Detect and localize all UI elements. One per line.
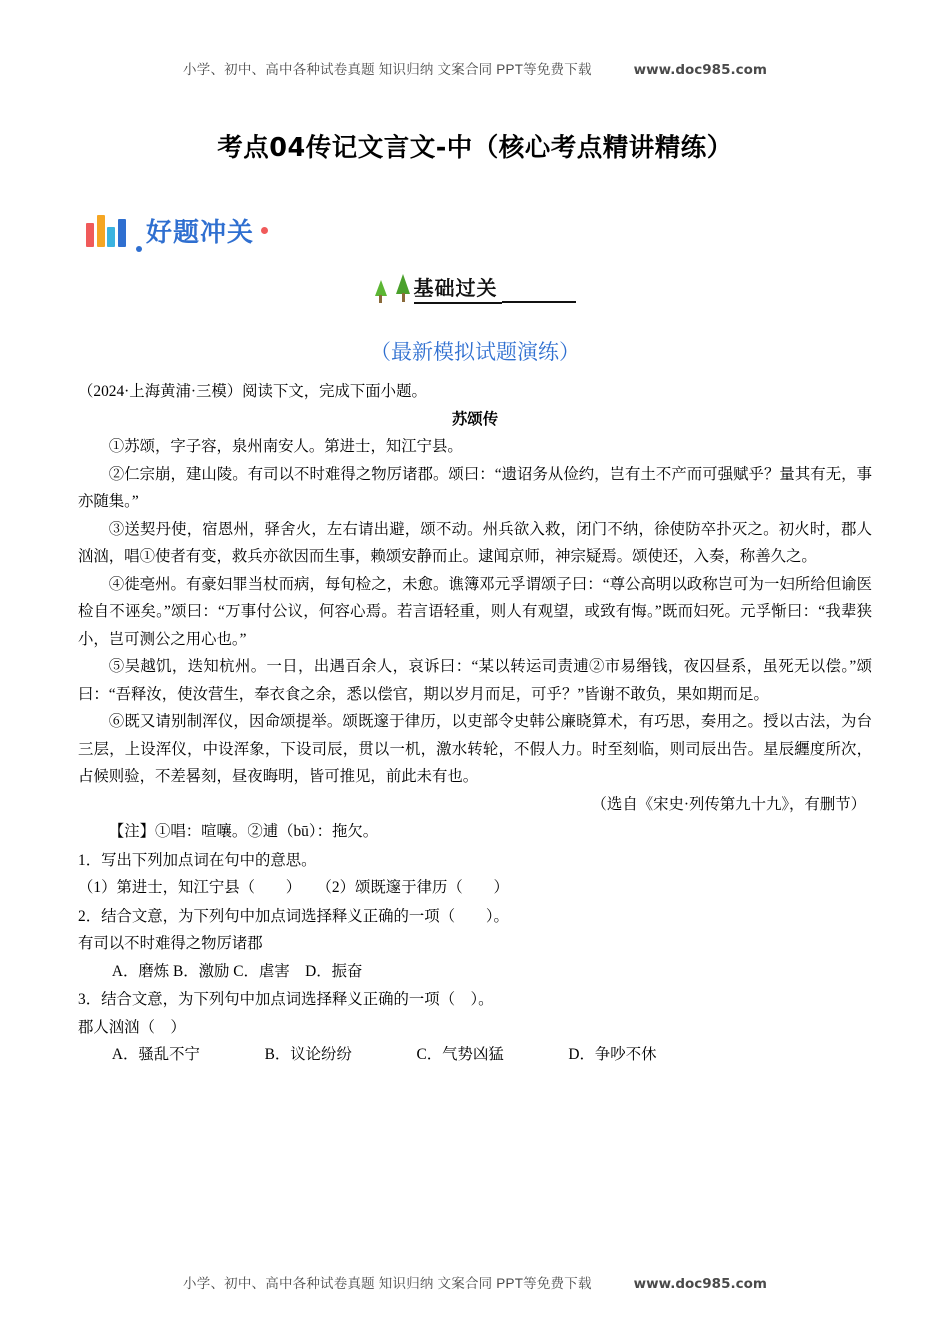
passage-paragraph: ①苏颂，字子容，泉州南安人。第进士，知江宁县。 (108, 438, 463, 455)
passage-paragraph: ④徙亳州。有豪妇罪当杖而病，每旬检之，未愈。谯簿邓元孚谓颂子曰：“尊公高明以政称岂可为一妇所给但谕医检自不诬矣。”颂曰：“万事付公议，何容心焉。若言语轻重，则人有观望，或致有悔。”既而妇死。元孚惭曰：“我辈狭小，岂可测公之用心也。” (78, 575, 872, 648)
document-body (78, 378, 872, 1069)
banner-underline (502, 301, 576, 303)
question-2-text: 结合文意，为下列句中加点词选择释义正确的一项（ ）。 (101, 907, 509, 925)
question-3-stem (78, 986, 872, 1014)
question-3-option-a: A．骚乱不宁 (111, 1046, 200, 1063)
watermark-site-url: www.doc985.com (633, 1276, 767, 1292)
question-1-text: 写出下列加点词在句中的意思。 (101, 851, 317, 869)
passage-paragraph: ③送契丹使，宿恩州，驿舍火，左右请出避，颂不动。州兵欲入救，闭门不纳，徐使防卒扑灭之。初火时，郡人汹汹，唱①使者有变，救兵亦欲因而生事，赖颂安静而止。逮闻京师，神宗疑焉。颂使还，入奏，称善久之。 (78, 520, 872, 565)
passage-notes: 【注】①唱：喧嚷。②逋（bū）：拖欠。 (108, 823, 379, 840)
tree-icon (375, 280, 387, 304)
passage-paragraph: ⑤吴越饥，迭知杭州。一日，出遇百余人，哀诉曰：“某以转运司责逋②市易缗钱，夜囚昼系，虽死无以偿。”颂曰：“吾释汝，使汝营生，奉衣食之余，悉以偿官，期以岁月而足，可乎？”皆谢不敢负，果如期而足。 (78, 658, 872, 703)
section-banner (0, 272, 950, 304)
passage-source-ref: （选自《宋史·列传第九十九》，有删节） (591, 795, 866, 813)
section-subtitle: （最新模拟试题演练） (370, 340, 580, 364)
watermark-left-text: 小学、初中、高中各种试卷真题 知识归纳 文案合同 PPT等免费下载 (183, 62, 592, 77)
question-3-text: 结合文意，为下列句中加点词选择释义正确的一项（ ）。 (101, 991, 494, 1008)
question-3-option-d: D．争吵不休 (568, 1046, 657, 1063)
article-title: 苏颂传 (451, 410, 499, 428)
header-watermark (0, 58, 950, 78)
question-2-quote: 有司以不时难得之物厉诸郡 (78, 935, 263, 952)
tree-icon (396, 274, 411, 304)
logo-dot-icon (136, 246, 142, 252)
question-1-number: 1． (78, 851, 102, 869)
question-1-stem (78, 847, 872, 875)
question-3-option-c: C．气势凶猛 (416, 1046, 504, 1063)
question-3-options (78, 1041, 872, 1069)
question-3-option-b: B．议论纷纷 (264, 1046, 352, 1063)
question-2-number: 2． (78, 907, 102, 925)
logo-tail-dot-icon (261, 227, 268, 234)
watermark-left-text: 小学、初中、高中各种试卷真题 知识归纳 文案合同 PPT等免费下载 (183, 1276, 592, 1291)
footer-watermark (0, 1272, 950, 1292)
question-2-options: A．磨炼 B．激励 C．虐害 D．振奋 (111, 962, 363, 980)
page-title: 考点04传记文言文-中（核心考点精讲精练） (217, 133, 733, 163)
passage-paragraph: ⑥既又请别制浑仪，因命颂提举。颂既邃于律历，以吏部令史韩公廉晓算术，有巧思，奏用之。授以古法，为台三层，上设浑仪，中设浑象，下设司辰，贯以一机，激水转轮，不假人力。时至刻临，则司辰出告。星辰纒度所次，占候则验，不差晷刻，昼夜晦明，皆可推见，前此未有也。 (78, 713, 872, 785)
logo-label: 好题冲关 (146, 217, 255, 248)
question-3-number: 3． (78, 991, 102, 1008)
passage-paragraph: ②仁宗崩，建山陵。有司以不时难得之物厉诸郡。颂曰：“遗诏务从俭约，岂有土不产而可强赋乎？量其有无，事亦随集。” (78, 465, 872, 510)
section-banner-label: 基础过关 (414, 272, 502, 304)
watermark-site-url: www.doc985.com (633, 62, 767, 78)
books-icon (86, 213, 128, 247)
question-3-quote: 郡人汹汹（ ） (78, 1018, 186, 1036)
question-2-stem (78, 903, 872, 931)
passage-source-intro: （2024·上海黄浦·三模）阅读下文，完成下面小题。 (78, 383, 427, 400)
brand-logo (86, 206, 268, 254)
question-1-subitems: （1）第进士，知江宁县（ ） （2）颂既邃于律历（ ） (78, 879, 509, 896)
